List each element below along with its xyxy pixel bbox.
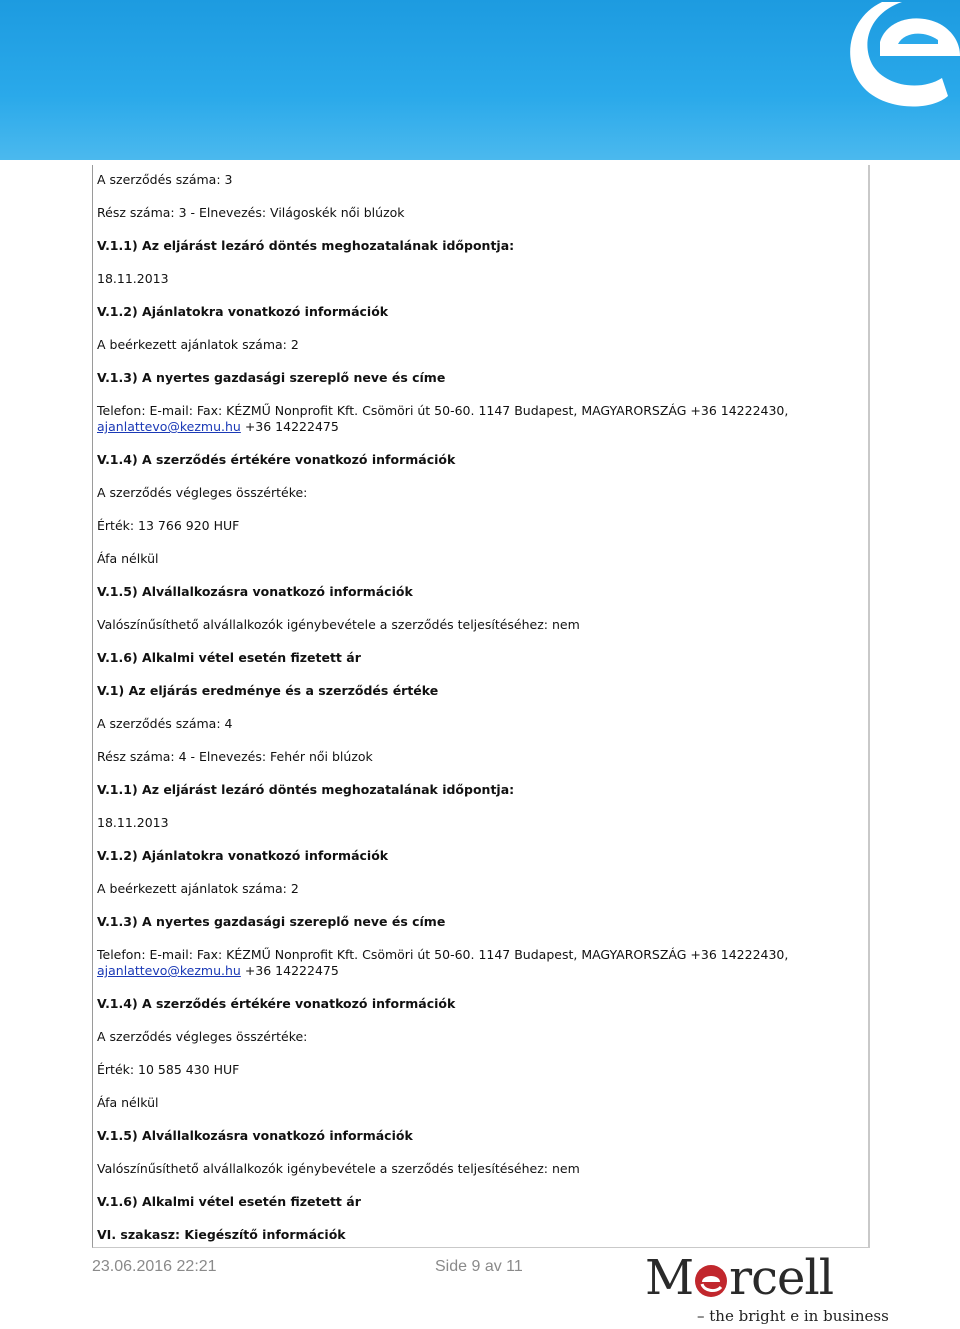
body-text: Rész száma: 4 - Elnevezés: Fehér női blúzok — [97, 749, 373, 764]
body-text: Telefon: E-mail: Fax: KÉZMŰ Nonprofit Kft. Csömöri út 50-60. 1147 Budapest, MAGYARORSZÁG +36 14222430, — [97, 403, 789, 418]
section-heading: V.1.2) Ajánlatokra vonatkozó információk — [97, 848, 389, 863]
section-heading: V.1.4) A szerződés értékére vonatkozó információk — [97, 996, 456, 1011]
email-link[interactable]: ajanlattevo@kezmu.hu — [97, 419, 241, 434]
section-heading: V.1) Az eljárás eredménye és a szerződés értéke — [97, 683, 439, 698]
body-text: Telefon: E-mail: Fax: KÉZMŰ Nonprofit Kft. Csömöri út 50-60. 1147 Budapest, MAGYARORSZÁG +36 14222430, — [97, 947, 789, 962]
brand-tagline: – the bright e in business — [697, 1307, 889, 1325]
section-heading: V.1.5) Alvállalkozásra vonatkozó információk — [97, 1128, 413, 1143]
header-banner — [0, 0, 960, 160]
phone-text: +36 14222475 — [240, 419, 339, 434]
section-heading: V.1.3) A nyertes gazdasági szereplő neve és címe — [97, 914, 446, 929]
body-text: 18.11.2013 — [97, 815, 169, 830]
phone-text: +36 14222475 — [240, 963, 339, 978]
body-text: A beérkezett ajánlatok száma: 2 — [97, 881, 299, 896]
body-text: Valószínűsíthető alvállalkozók igénybevétele a szerződés teljesítéséhez: nem — [97, 1161, 580, 1176]
body-text: A szerződés végleges összértéke: — [97, 485, 308, 500]
section-heading: V.1.6) Alkalmi vétel esetén fizetett ár — [97, 650, 361, 665]
document-frame — [92, 165, 870, 1248]
section-heading: V.1.3) A nyertes gazdasági szereplő neve és címe — [97, 370, 446, 385]
body-text: Áfa nélkül — [97, 551, 159, 566]
body-text: A beérkezett ajánlatok száma: 2 — [97, 337, 299, 352]
body-text: A szerződés száma: 3 — [97, 172, 233, 187]
body-text: Rész száma: 3 - Elnevezés: Világoskék női blúzok — [97, 205, 405, 220]
body-text: A szerződés száma: 4 — [97, 716, 233, 731]
email-link[interactable]: ajanlattevo@kezmu.hu — [97, 963, 241, 978]
brand-e-icon — [694, 1264, 728, 1298]
section-heading: VI. szakasz: Kiegészítő információk — [97, 1227, 346, 1242]
section-heading: V.1.4) A szerződés értékére vonatkozó információk — [97, 452, 456, 467]
body-text: Áfa nélkül — [97, 1095, 159, 1110]
section-heading: V.1.1) Az eljárást lezáró döntés meghozatalának időpontja: — [97, 782, 515, 797]
print-date: 23.06.2016 22:21 — [92, 1258, 217, 1275]
section-heading: V.1.6) Alkalmi vétel esetén fizetett ár — [97, 1194, 361, 1209]
body-text: A szerződés végleges összértéke: — [97, 1029, 308, 1044]
page-number: Side 9 av 11 — [435, 1258, 523, 1275]
e-logo-icon — [820, 0, 960, 110]
contact-line — [97, 963, 339, 979]
body-text: Érték: 10 585 430 HUF — [97, 1062, 240, 1077]
section-heading: V.1.5) Alvállalkozásra vonatkozó információk — [97, 584, 413, 599]
body-text: 18.11.2013 — [97, 271, 169, 286]
section-heading: V.1.1) Az eljárást lezáró döntés meghozatalának időpontja: — [97, 238, 515, 253]
body-text: Érték: 13 766 920 HUF — [97, 518, 240, 533]
brand-name: M rcell — [645, 1250, 834, 1306]
body-text: Valószínűsíthető alvállalkozók igénybevétele a szerződés teljesítéséhez: nem — [97, 617, 580, 632]
brand-logo — [645, 1250, 889, 1329]
contact-line — [97, 419, 339, 435]
section-heading: V.1.2) Ajánlatokra vonatkozó információk — [97, 304, 389, 319]
